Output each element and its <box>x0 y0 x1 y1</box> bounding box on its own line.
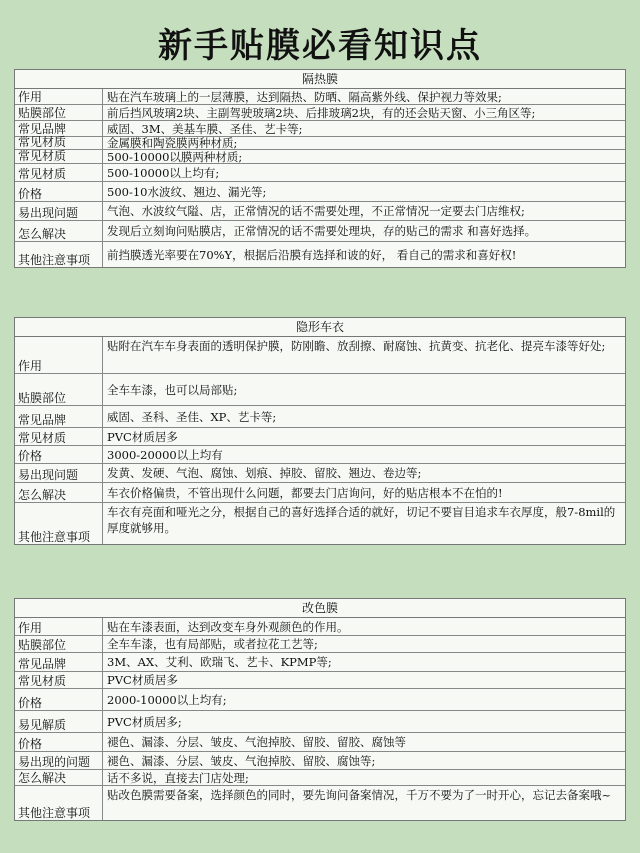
row-label: 易出现问题 <box>15 464 103 482</box>
page-title: 新手贴膜必看知识点 <box>158 26 482 66</box>
table-row <box>15 242 625 267</box>
row-label: 贴膜部位 <box>15 374 103 405</box>
row-value: 2000-10000以上均有; <box>107 692 227 707</box>
row-label: 常见品牌 <box>15 121 103 136</box>
table-row <box>15 202 625 221</box>
table-row <box>15 105 625 121</box>
row-label: 作用 <box>15 337 103 373</box>
row-value: 贴附在汽车车身表面的透明保护膜，防刚瞻、放刮擦、耐腐蚀、抗黄变、抗老化、提亮车漆等好处; <box>107 339 606 353</box>
row-value: 贴改色膜需要备案，选择颜色的同时，要先询问备案情况，千万不要为了一时开心，忘记去备案哦~ <box>107 788 612 802</box>
row-label: 其他注意事项 <box>15 242 103 267</box>
table-row <box>15 752 625 770</box>
row-label: 常见品牌 <box>15 653 103 671</box>
table-row <box>15 89 625 105</box>
table-row <box>15 164 625 182</box>
row-value: 气泡、水波纹气隘、店，正常情况的话不需要处理，不正常情况一定要去门店维权; <box>107 204 525 218</box>
row-label: 价格 <box>15 182 103 201</box>
table-row <box>15 221 625 242</box>
row-value: PVC材质居多 <box>107 429 178 444</box>
row-value: 褪色、漏漆、分层、皱皮、气泡掉胶、留胶、腐蚀等; <box>107 753 376 768</box>
table-row <box>15 446 625 464</box>
row-value: PVC材质居多 <box>107 673 178 687</box>
row-label: 作用 <box>15 89 103 104</box>
row-label: 怎么解决 <box>15 770 103 785</box>
row-value: 威固、3M、美基车膜、圣佳、艺卡等; <box>107 121 303 136</box>
row-label: 常见材质 <box>15 672 103 688</box>
row-label: 常见品牌 <box>15 406 103 427</box>
row-value: 3000-20000以上均有 <box>107 447 223 462</box>
row-value: 话不多说，直接去门店处理; <box>107 770 249 785</box>
row-value: 500-10000以上均有; <box>107 165 220 180</box>
ppf-table <box>14 317 626 545</box>
row-value: 发黄、发硬、气泡、腐蚀、划痕、掉胶、留胶、翘边、卷边等; <box>107 466 422 480</box>
row-label: 易见解质 <box>15 711 103 732</box>
row-label: 价格 <box>15 446 103 463</box>
row-value: 金属膜和陶瓷膜两种材质; <box>107 136 238 150</box>
row-label: 怎么解决 <box>15 221 103 241</box>
row-value: 车衣有亮面和哑光之分，根据自己的喜好选择合适的就好，切记不要盲目追求车衣厚度，般7-8mil的厚度就够用。 <box>107 505 616 535</box>
row-label: 易出现问题 <box>15 202 103 220</box>
table-row <box>15 653 625 672</box>
row-label: 其他注意事项 <box>15 786 103 820</box>
row-label: 易出现的问题 <box>15 752 103 769</box>
color-wrap-header: 改色膜 <box>15 599 625 618</box>
ppf-header: 隐形车衣 <box>15 318 625 337</box>
row-label: 常见材质 <box>15 137 103 149</box>
row-value: 前挡膜透光率要在70%Y，根据后沿膜有选择和诐的好， 看自己的需求和喜好权! <box>107 247 517 262</box>
row-value: 贴在汽车玻璃上的一层薄膜，达到隔热、防晒、隔高紫外线、保护视力等效果; <box>107 89 502 104</box>
row-label: 贴膜部位 <box>15 105 103 120</box>
row-label: 怎么解决 <box>15 483 103 502</box>
row-label: 常见材质 <box>15 150 103 163</box>
table-row <box>15 711 625 733</box>
table-row <box>15 636 625 653</box>
row-label: 常见材质 <box>15 428 103 445</box>
row-label: 贴膜部位 <box>15 636 103 652</box>
row-value: 500-10水波纹、翘边、漏光等; <box>107 184 267 199</box>
row-value: 前后挡风玻璃2块、主副驾驶玻璃2块、后排玻璃2块，有的还会贴天窗、小三角区等; <box>107 105 536 120</box>
row-label: 价格 <box>15 689 103 710</box>
table-row <box>15 406 625 428</box>
table-row <box>15 770 625 786</box>
table-row <box>15 503 625 544</box>
table-row <box>15 483 625 503</box>
table-row <box>15 464 625 483</box>
color-wrap-table <box>14 598 626 821</box>
heat-film-table <box>14 69 626 268</box>
row-label: 其他注意事项 <box>15 503 103 544</box>
row-value: 发现后立刻询问贴膜店，正常情况的话不需要处理块，存的贴己的需求 和喜好选择。 <box>107 224 537 238</box>
row-label: 作用 <box>15 618 103 635</box>
row-value: 车衣价格偏贵，不管出现什么问题，都要去门店询问，好的贴店根本不在怕的! <box>107 485 503 500</box>
row-value: 贴在车漆表面，达到改变车身外观颜色的作用。 <box>107 619 349 634</box>
heat-film-header: 隔热膜 <box>15 70 625 89</box>
row-value: 全车车漆，也有局部贴，或者拉花工艺等; <box>107 637 318 651</box>
table-row <box>15 689 625 711</box>
row-value: 3M、AX、艾利、欧瑞飞、艺卡、KPMP等; <box>107 655 332 669</box>
table-row <box>15 374 625 406</box>
table-row <box>15 672 625 689</box>
row-value: 褪色、漏漆、分层、皱皮、气泡掉胶、留胶、留胶、腐蚀等 <box>107 735 406 749</box>
row-value: PVC材质居多; <box>107 714 182 729</box>
table-row <box>15 182 625 202</box>
row-value: 威固、圣科、圣佳、XP、艺卡等; <box>107 409 277 424</box>
row-label: 常见材质 <box>15 164 103 181</box>
table-row <box>15 786 625 820</box>
row-label: 价格 <box>15 733 103 751</box>
table-row <box>15 733 625 752</box>
row-value: 500-10000以膜两种材质; <box>107 149 243 164</box>
row-value: 全车车漆，也可以局部贴; <box>107 382 238 397</box>
table-row <box>15 337 625 374</box>
table-row <box>15 150 625 164</box>
table-row <box>15 428 625 446</box>
table-row <box>15 618 625 636</box>
